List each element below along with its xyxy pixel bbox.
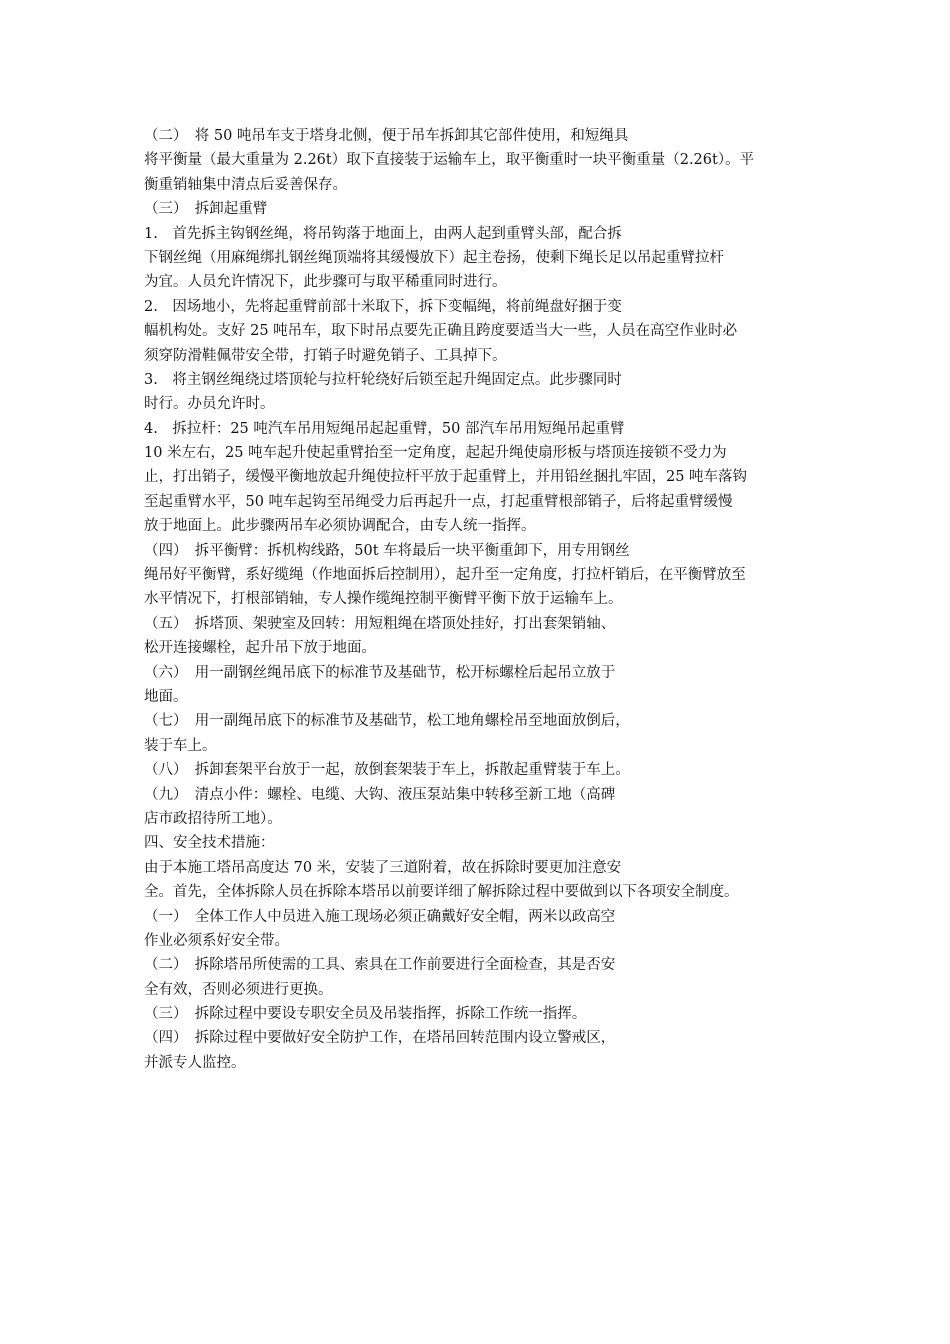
text-line: 全有效，否则必须进行更换。 <box>144 981 333 998</box>
text-line: 止，打出销子，缓慢平衡地放起升绳使拉杆平放于起重臂上，并用铅丝捆扎牢固，25 吨车落钩 <box>144 469 748 486</box>
text-line: 由于本施工塔吊高度达 70 米，安装了三道附着，故在拆除时要更加注意安 <box>144 859 622 876</box>
section-heading: 四、安全技术措施： <box>144 835 275 852</box>
text-line: 幅机构处。支好 25 吨吊车，取下时吊点要先正确且跨度要适当大一些，人员在高空作业时必 <box>144 323 738 340</box>
text-line: 并派专人监控。 <box>144 1054 246 1071</box>
text-line: （二） 拆除塔吊所使需的工具、索具在工作前要进行全面检查，其是否安 <box>144 957 616 974</box>
text-line: （九） 清点小件：螺栓、电缆、大钩、液压泵站集中转移至新工地（高碑 <box>144 786 616 803</box>
text-line: 作业必须系好安全带。 <box>144 932 289 949</box>
text-line: 4. 拆拉杆：25 吨汽车吊用短绳吊起起重臂，50 部汽车吊用短绳吊起重臂 <box>144 420 625 437</box>
text-line: （五） 拆塔顶、架驶室及回转：用短粗绳在塔顶处挂好，打出套架销轴、 <box>144 615 616 632</box>
text-line: （四） 拆平衡臂：拆机构线路，50t 车将最后一块平衡重卸下，用专用钢丝 <box>144 542 630 559</box>
text-line: 1. 首先拆主钩钢丝绳，将吊钩落于地面上，由两人起到重臂头部，配合拆 <box>144 225 622 242</box>
text-line: 地面。 <box>144 688 188 705</box>
text-line: 2. 因场地小，先将起重臂前部十米取下，拆下变幅绳，将前绳盘好捆于变 <box>144 298 622 315</box>
text-line: 衡重销轴集中清点后妥善保存。 <box>144 176 347 193</box>
text-line: （三） 拆除过程中要设专职安全员及吊装指挥，拆除工作统一指挥。 <box>144 1006 587 1023</box>
text-line: （六） 用一副钢丝绳吊底下的标准节及基础节，松开标螺栓后起吊立放于 <box>144 664 616 681</box>
text-line: 将平衡量（最大重量为 2.26t）取下直接装于运输车上，取平衡重时一块平衡重量（2.26t）。平 <box>144 152 755 169</box>
text-line: 店市政招待所工地）。 <box>144 810 282 827</box>
text-line: 至起重臂水平，50 吨车起钩至吊绳受力后再起升一点，打起重臂根部销子，后将起重臂缓慢 <box>144 493 733 510</box>
text-line: 装于车上。 <box>144 737 217 754</box>
text-line: 3. 将主钢丝绳绕过塔顶轮与拉杆轮绕好后锁至起升绳固定点。此步骤同时 <box>144 371 622 388</box>
text-line: 水平情况下，打根部销轴，专人操作缆绳控制平衡臂平衡下放于运输车上。 <box>144 591 623 608</box>
text-line: 须穿防滑鞋佩带安全带，打销子时避免销子、工具掉下。 <box>144 347 507 364</box>
text-line: 10 米左右，25 吨车起升使起重臂抬至一定角度，起起升绳使扇形板与塔顶连接锁不受力为 <box>144 445 727 462</box>
text-line: 全。首先，全体拆除人员在拆除本塔吊以前要详细了解拆除过程中要做到以下各项安全制度。 <box>144 884 739 901</box>
text-line: 为宜。人员允许情况下，此步骤可与取平稀重同时进行。 <box>144 274 507 291</box>
text-line: 时行。办员允许时。 <box>144 396 275 413</box>
text-line: （一） 全体工作人中员进入施工现场必须正确戴好安全帽，两米以政高空 <box>144 908 616 925</box>
text-line: 松开连接螺栓，起升吊下放于地面。 <box>144 640 376 657</box>
text-line: 下钢丝绳（用麻绳绑扎钢丝绳顶端将其缓慢放下）起主卷扬，使剩下绳长足以吊起重臂拉杆 <box>144 249 724 266</box>
section-heading: （三） 拆卸起重臂 <box>144 201 268 218</box>
text-line: （二） 将 50 吨吊车支于塔身北侧，便于吊车拆卸其它部件使用，和短绳具 <box>144 128 629 144</box>
document-body <box>144 124 824 1075</box>
text-line: （四） 拆除过程中要做好安全防护工作，在塔吊回转范围内设立警戒区， <box>144 1030 616 1047</box>
text-line: （八） 拆卸套架平台放于一起，放倒套架装于车上，拆散起重臂装于车上。 <box>144 762 630 779</box>
text-line: 绳吊好平衡臂，系好缆绳（作地面拆后控制用），起升至一定角度，打拉杆销后，在平衡臂放至 <box>144 567 746 584</box>
text-line: （七） 用一副绳吊底下的标准节及基础节，松工地角螺栓吊至地面放倒后， <box>144 713 630 730</box>
text-line: 放于地面上。此步骤两吊车必须协调配合，由专人统一指挥。 <box>144 518 536 535</box>
